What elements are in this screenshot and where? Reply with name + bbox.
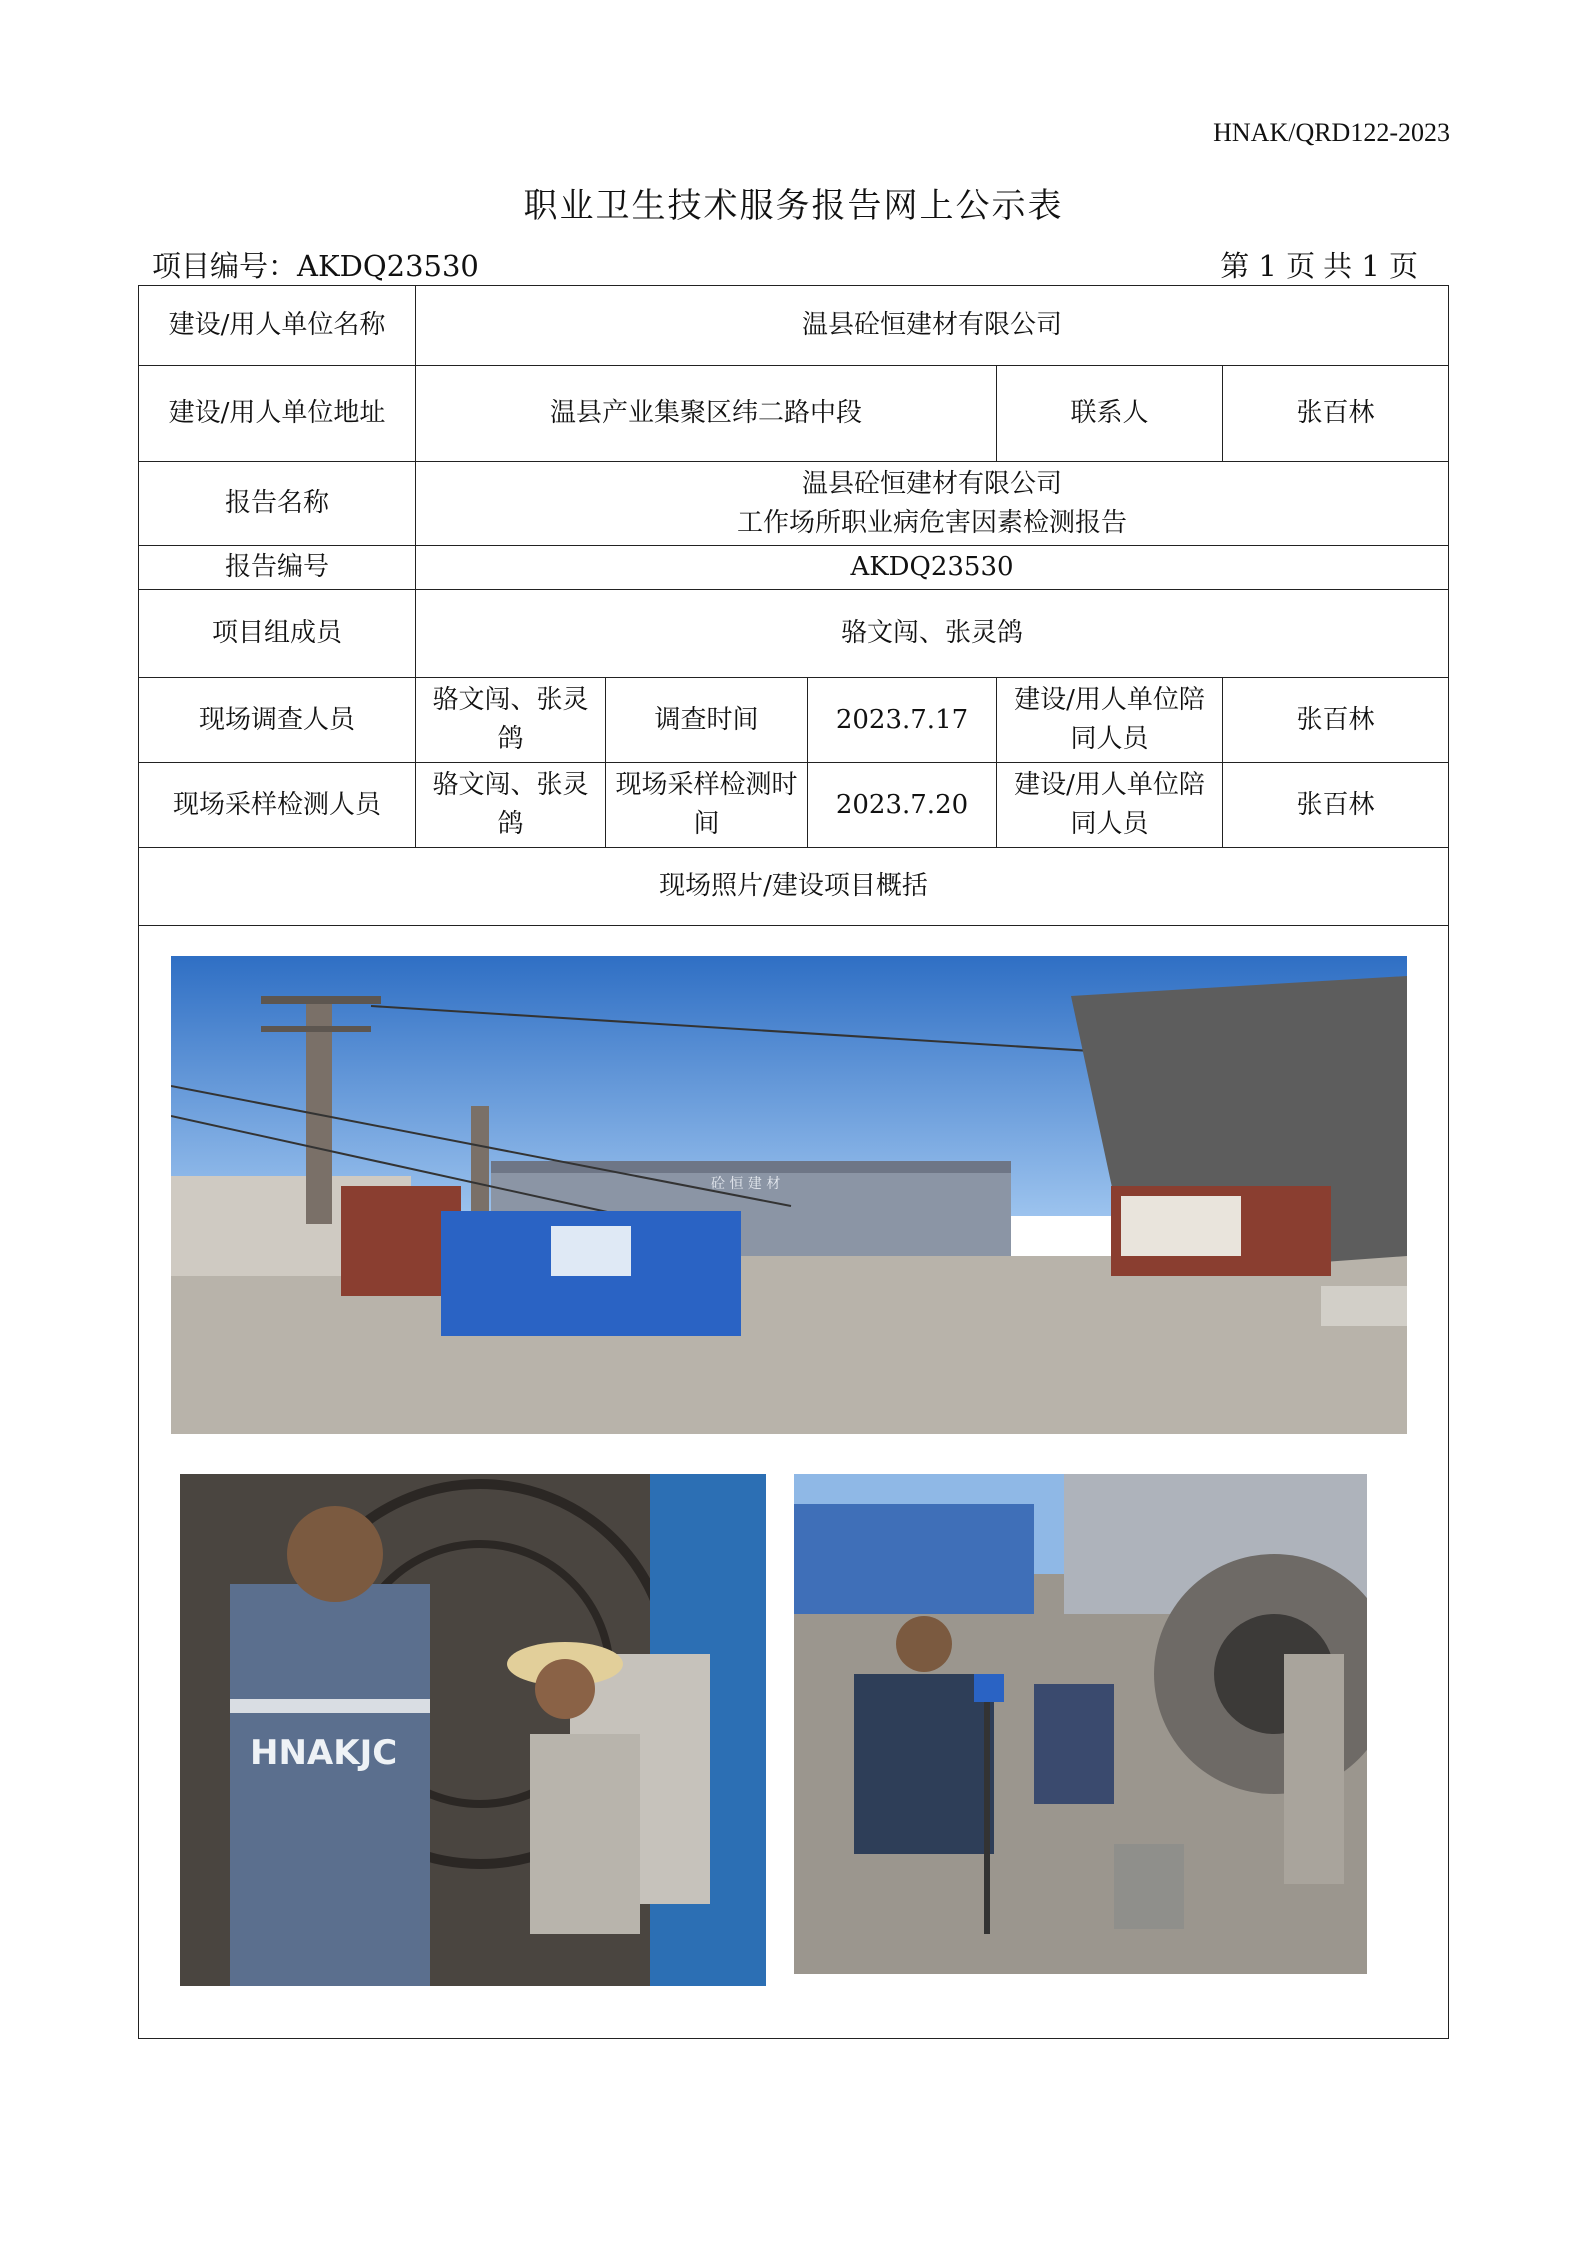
- sampling-escort-value: 张百林: [1223, 763, 1449, 848]
- members-value: 骆文闯、张灵鸽: [416, 590, 1449, 678]
- survey-staff-label: 现场调查人员: [139, 678, 416, 763]
- row-survey: [139, 678, 1449, 763]
- project-number: 项目编号：AKDQ23530: [152, 249, 479, 283]
- report-name-value: [416, 462, 1449, 546]
- survey-staff-value: 骆文闯、张灵鸽: [416, 678, 606, 763]
- page-current: 第 1 页: [1220, 249, 1316, 283]
- row-photos-header: [139, 848, 1449, 926]
- row-sampling: [139, 763, 1449, 848]
- worker-measurement-photo: [180, 1474, 766, 1986]
- photos-cell: [139, 926, 1449, 2039]
- sampling-equipment-photo: [794, 1474, 1367, 1974]
- page-total: 共 1 页: [1323, 249, 1418, 283]
- sampling-escort-label: 建设/用人单位陪同人员: [997, 763, 1223, 848]
- jacket-logo: HNAKJC: [250, 1733, 398, 1773]
- row-report-number: [139, 546, 1449, 590]
- survey-escort-label: 建设/用人单位陪同人员: [997, 678, 1223, 763]
- contact-value: 张百林: [1223, 366, 1449, 462]
- site-entrance-photo: [171, 956, 1407, 1434]
- meta-row: [152, 244, 1418, 285]
- sampling-time-label: 现场采样检测时间: [606, 763, 808, 848]
- info-table: [138, 285, 1449, 2039]
- survey-time-value: 2023.7.17: [808, 678, 997, 763]
- members-label: 项目组成员: [139, 590, 416, 678]
- sampling-time-value: 2023.7.20: [808, 763, 997, 848]
- unit-address-value: 温县产业集聚区纬二路中段: [416, 366, 997, 462]
- report-number-label: 报告编号: [139, 546, 416, 590]
- row-unit-name: [139, 286, 1449, 366]
- unit-address-label: 建设/用人单位地址: [139, 366, 416, 462]
- row-members: [139, 590, 1449, 678]
- sampling-staff-value: 骆文闯、张灵鸽: [416, 763, 606, 848]
- row-unit-address: [139, 366, 1449, 462]
- photos-header: 现场照片/建设项目概括: [139, 848, 1449, 926]
- contact-label: 联系人: [997, 366, 1223, 462]
- page-title: 职业卫生技术服务报告网上公示表: [523, 186, 1064, 226]
- page-number: [1220, 244, 1418, 285]
- report-name-line2: 工作场所职业病危害因素检测报告: [737, 507, 1128, 538]
- survey-time-label: 调查时间: [606, 678, 808, 763]
- report-name-line1: 温县砼恒建材有限公司: [802, 468, 1063, 499]
- report-name-label: 报告名称: [139, 462, 416, 546]
- report-number-value: AKDQ23530: [416, 546, 1449, 590]
- sampling-staff-label: 现场采样检测人员: [139, 763, 416, 848]
- unit-name-label: 建设/用人单位名称: [139, 286, 416, 366]
- document-code: HNAK/QRD122-2023: [1213, 118, 1450, 147]
- survey-escort-value: 张百林: [1223, 678, 1449, 763]
- factory-sign: 砼 恒 建 材: [711, 1176, 781, 1192]
- row-report-name: [139, 462, 1449, 546]
- row-photos: [139, 926, 1449, 2039]
- unit-name-value: 温县砼恒建材有限公司: [416, 286, 1449, 366]
